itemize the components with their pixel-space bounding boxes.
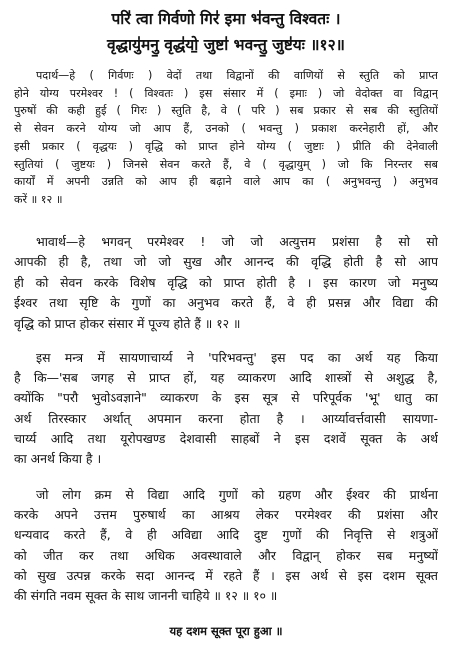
mantra-line-2: वृद्धायु॑मनु॒ वृद्ध॑यो॒ जुष्टा॑ भवन्तु॒ जुष्ट॑यः ॥१२॥ <box>107 36 345 54</box>
padartha-paragraph <box>14 67 438 209</box>
padartha-line: पदार्थ—हे ( गिर्वणः ) वेदों तथा विद्वानों की वाणियों से स्तुति को प्राप्त <box>36 69 438 82</box>
sayana-line: इस मन्त्र में सायणाचार्य्य ने 'परिभवन्तु' इस पद का अर्थ यह किया <box>36 350 438 365</box>
bhavartha-paragraph <box>14 232 438 334</box>
conclusion-line: जो लोग क्रम से विद्या आदि गुणों को ग्रहण और ईश्वर की प्रार्थना <box>36 487 438 502</box>
conclusion-paragraph <box>14 485 438 606</box>
sukta-end-note: यह दशम सूक्त पूरा हुआ ॥ <box>169 624 283 638</box>
conclusion-line: को सुख उत्पन्न करके सदा आनन्द में रहते हैं । इस अर्थ से इस दशम सूक्त <box>14 567 438 583</box>
padartha-line: कार्यों में अपनी उन्नति को आप ही बढ़ाने वाले आप का ( अनुभवन्तु ) अनुभव <box>14 175 438 189</box>
padartha-line: से सेवन करने योग्य जो आप हैं, उनको ( भवन्तु ) प्रकाश करनेहारी हों, और <box>14 122 438 136</box>
sayana-line: चार्य्य आदि तथा यूरोपखण्ड देशवासी साहबों ने इस दशवें सूक्त के अर्थ <box>14 430 438 446</box>
conclusion-line: धन्यवाद करते हैं, वे ही अविद्या आदि दुष्ट गुणों की निवृत्ति से शत्रुओं <box>14 527 438 543</box>
bhavartha-line: वृद्धि को प्राप्त होकर संसार में पूज्य होते हैं ॥ १२ ॥ <box>14 315 241 331</box>
padartha-line: होने योग्य परमेश्वर ! ( विश्वतः ) इस संसार में ( इमाः ) जो वेदोक्त वा विद्वान् <box>14 86 438 100</box>
sayana-line: क्योंकि "परौ भुवोऽवज्ञाने" व्याकरण के इस सूत्र से परिपूर्वक 'भू' धातु का <box>14 390 438 406</box>
sayana-line: है कि—'सब जगह से प्राप्त हों, यह व्याकरण आदि शास्त्रों से अशुद्ध है, <box>14 370 438 386</box>
padartha-line: स्तुतियां ( जुष्टयः ) जिनसे सेवन करते हैं, वे ( वृद्धायुम् ) जो कि निरन्तर सब <box>14 157 438 171</box>
bhavartha-line: भावार्थ—हे भगवन् परमेश्वर ! जो जो अत्युत्तम प्रशंसा है सो सो <box>36 234 438 249</box>
bhavartha-line: ईश्वर तथा सृष्टि के गुणों का अनुभव करते हैं, वे ही प्रसन्न और विद्या की <box>14 295 438 311</box>
conclusion-line: की संगति नवम सूक्त के साथ जाननी चाहिये ॥ १२ ॥ १० ॥ <box>14 588 278 604</box>
conclusion-line: को जीत कर तथा अधिक अवस्थावाले और विद्वान् होकर सब मनुष्यों <box>14 547 438 563</box>
sayana-paragraph <box>14 348 438 469</box>
bhavartha-line: ही को सेवन करके विशेष वृद्धि को प्राप्त होती है । इस कारण जो मनुष्य <box>14 274 438 290</box>
bhavartha-line: आपकी ही है, तथा जो जो सुख और आनन्द की वृद्धि होती है सो आप <box>14 254 438 270</box>
padartha-line: करें ॥ १२ ॥ <box>14 192 63 206</box>
conclusion-line: करके अपने उत्तम पुरुषार्थ का आश्रय लेकर परमेश्वर की प्रशंसा और <box>14 507 438 523</box>
sayana-line: का अनर्थ किया है । <box>14 451 102 467</box>
mantra-line-1: परि॑ त्वा गिर्वणो गिर॑ इमा भ॑वन्तु विश्वतः । <box>111 10 341 28</box>
sayana-line: अर्थ तिरस्कार अर्थात् अपमान करना होता है । आर्य्यावर्त्तवासी सायणा- <box>14 410 438 426</box>
padartha-line: पुरुषों की कही हुई ( गिरः ) स्तुति है, वे ( परि ) सब प्रकार से सब की स्तुतियों <box>14 104 438 118</box>
padartha-line: इसी प्रकार ( वृद्धयः ) वृद्धि को प्राप्त होने योग्य ( जुष्टाः ) प्रीति की देनेवाली <box>14 139 438 153</box>
